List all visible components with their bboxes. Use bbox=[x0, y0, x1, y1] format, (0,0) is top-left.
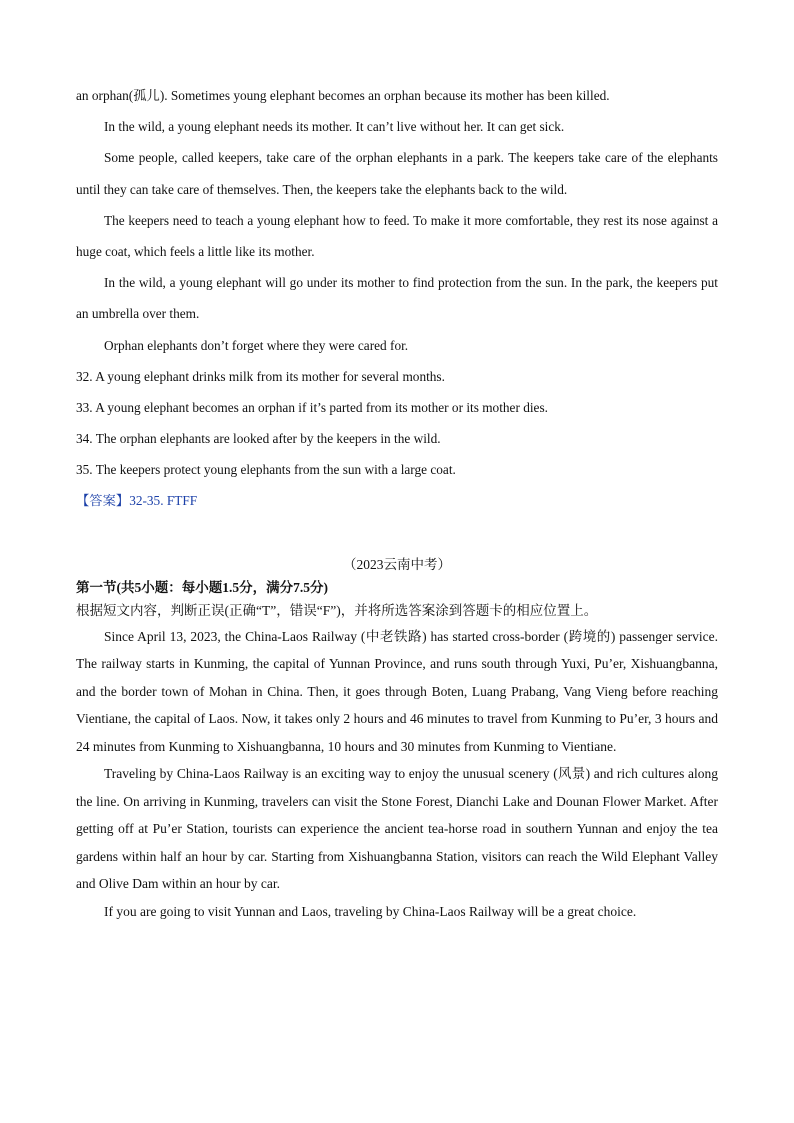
instruction-text: 根据短文内容，判断正误(正确“T”，错误“F”)，并将所选答案涂到答题卡的相应位置上。 bbox=[76, 602, 598, 618]
section-heading: 第一节(共5小题：每小题1.5分，满分7.5分) bbox=[76, 579, 328, 595]
question-item: 35. The keepers protect young elephants from the sun with a large coat. bbox=[76, 462, 456, 478]
question-item: 33. A young elephant becomes an orphan if it’s parted from its mother or its mother dies. bbox=[76, 400, 548, 416]
passage-paragraph: Traveling by China-Laos Railway is an exciting way to enjoy the unusual scenery (风景) and rich cultures along the line. On arriving in Kunming, travelers can visit the Stone Forest, Dianchi Lake and Dounan Flower Market. After getting off at Pu’er Station, tourists can experience the ancient tea-horse road in southern Yunnan and enjoy the tea gardens within half an hour by car. Starting from Xishuangbanna Station, visitors can reach the Wild Elephant Valley and Olive Dam within an hour by car. bbox=[76, 766, 718, 892]
elephant-passage bbox=[76, 80, 718, 486]
answer-label: 【答案】 bbox=[76, 492, 130, 508]
passage-paragraph: an orphan(孤儿). Sometimes young elephant becomes an orphan because its mother has been killed. bbox=[76, 88, 610, 103]
answer-line bbox=[76, 492, 718, 510]
passage-paragraph: Some people, called keepers, take care of the orphan elephants in a park. The keepers take care of the elephants until they can take care of themselves. Then, the keepers take the elephants back to the wild. bbox=[76, 150, 718, 197]
passage-paragraph: The keepers need to teach a young elephant how to feed. To make it more comfortable, they rest its nose against a huge coat, which feels a little like its mother. bbox=[76, 212, 718, 260]
answer-text: 32-35. FTFF bbox=[129, 492, 198, 508]
passage-paragraph: In the wild, a young elephant will go under its mother to find protection from the sun. In the park, the keepers put an umbrella over them. bbox=[76, 275, 718, 322]
question-item: 34. The orphan elephants are looked after by the keepers in the wild. bbox=[76, 431, 441, 447]
source-heading: （2023云南中考） bbox=[343, 556, 451, 572]
passage-paragraph: Since April 13, 2023, the China-Laos Railway (中老铁路) has started cross-border (跨境的) passenger service. The railway starts in Kunming, the capital of Yunnan Province, and runs south through Yuxi, Pu’er, Xishuangbanna, and the border town of Mohan in China. Then, it goes through Boten, Luang Prabang, Vang Vieng before reaching Vientiane, the capital of Laos. Now, it takes only 2 hours and 46 minutes to travel from Kunming to Pu’er, 3 hours and 24 minutes from Kunming to Xishuangbanna, 10 hours and 30 minutes from Kunming to Vientiane. bbox=[76, 628, 718, 754]
passage-paragraph: If you are going to visit Yunnan and Laos, traveling by China-Laos Railway will be a great choice. bbox=[104, 903, 637, 919]
railway-passage bbox=[76, 623, 718, 926]
document-page bbox=[76, 80, 718, 925]
passage-paragraph: In the wild, a young elephant needs its mother. It can’t live without her. It can get sick. bbox=[104, 119, 565, 135]
question-item: 32. A young elephant drinks milk from its mother for several months. bbox=[76, 368, 445, 384]
passage-paragraph: Orphan elephants don’t forget where they were cared for. bbox=[104, 337, 409, 353]
